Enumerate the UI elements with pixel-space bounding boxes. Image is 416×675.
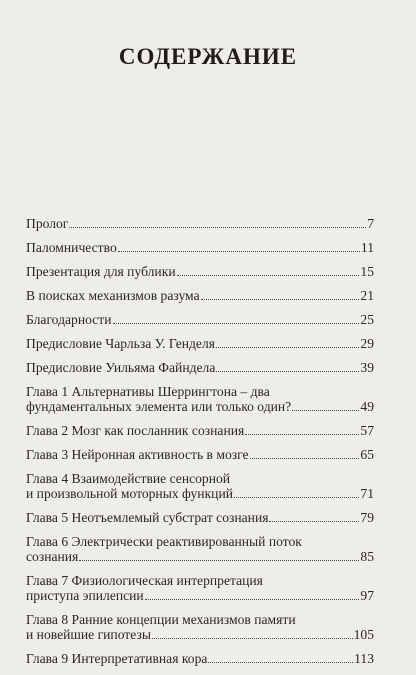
toc-page-number: 39 (360, 360, 374, 375)
toc-entry-title-line1: Глава 1 Альтернативы Шеррингтона – два (26, 384, 270, 399)
toc-entry (26, 573, 374, 604)
dot-leader (216, 371, 359, 372)
toc-entry (26, 240, 374, 256)
toc-entry (26, 384, 374, 415)
toc-entry-title: Глава 5 Неотъемлемый субстрат сознания (26, 510, 269, 525)
toc-entry-title-line1: Глава 7 Физиологическая интерпретация (26, 573, 263, 588)
toc-entry (26, 510, 374, 526)
toc-page-number: 105 (353, 627, 374, 642)
toc-entry (26, 423, 374, 439)
toc-entry-title: Презентация для публики (26, 264, 176, 279)
toc-entry (26, 534, 374, 565)
toc-page-number: 49 (360, 399, 374, 414)
toc-entry (26, 336, 374, 352)
toc-page-number: 11 (360, 240, 374, 255)
toc-entry (26, 471, 374, 502)
dot-leader (118, 251, 360, 252)
toc-entry-title: Глава 3 Нейронная активность в мозге (26, 447, 249, 462)
toc-page-number: 85 (360, 549, 374, 564)
toc-entry (26, 360, 374, 376)
toc-page-number: 7 (367, 216, 374, 231)
toc-entry-title-line2: приступа эпилепсии (26, 588, 144, 603)
dot-leader (152, 638, 353, 639)
dot-leader (216, 347, 359, 348)
toc-entry-title-line1: Глава 8 Ранние концепции механизмов памяти (26, 612, 296, 627)
toc-page-number: 65 (360, 447, 374, 462)
toc-entry-title: Предисловие Чарльза У. Генделя (26, 336, 215, 351)
toc-entry (26, 312, 374, 328)
dot-leader (245, 434, 359, 435)
toc-entry-title: Предисловие Уильяма Файндела (26, 360, 216, 375)
toc-entry-title: Пролог (26, 216, 69, 231)
dot-leader (69, 227, 366, 228)
toc-entry-title: Благодарности (26, 312, 112, 327)
toc-entry-title: Глава 2 Мозг как посланник сознания (26, 423, 245, 438)
toc-entry-title: Паломничество (26, 240, 117, 255)
toc-entry-title-line1: Глава 6 Электрически реактивированный поток (26, 534, 302, 549)
dot-leader (269, 521, 359, 522)
toc-page-number: 71 (360, 486, 374, 501)
dot-leader (234, 497, 359, 498)
toc-entry-title-line2: сознания (26, 549, 79, 564)
dot-leader (177, 275, 360, 276)
toc-entry-title-line2: и произвольной моторных функций (26, 486, 234, 501)
toc-entry (26, 288, 374, 304)
toc-page-number: 21 (360, 288, 374, 303)
toc-entry (26, 447, 374, 463)
toc-page-number: 79 (360, 510, 374, 525)
toc-page-number: 57 (360, 423, 374, 438)
toc-entry (26, 216, 374, 232)
toc-page-number: 97 (360, 588, 374, 603)
dot-leader (79, 560, 359, 561)
toc-entry-title-line2: и новейшие гипотезы (26, 627, 151, 642)
toc-entry (26, 264, 374, 280)
toc-entry-title-line1: Глава 4 Взаимодействие сенсорной (26, 471, 231, 486)
toc-entry (26, 651, 374, 667)
table-of-contents (26, 216, 374, 675)
dot-leader (208, 662, 353, 663)
toc-page-number: 113 (354, 651, 374, 666)
toc-entry-title-line2: фундаментальных элемента или только один? (26, 399, 292, 414)
dot-leader (292, 410, 359, 411)
toc-page-number: 15 (360, 264, 374, 279)
toc-entry-title: Глава 9 Интерпретативная кора (26, 651, 208, 666)
toc-entry (26, 612, 374, 643)
toc-page-number: 25 (360, 312, 374, 327)
dot-leader (113, 323, 360, 324)
dot-leader (145, 599, 360, 600)
dot-leader (250, 458, 360, 459)
toc-entry-title: В поисках механизмов разума (26, 288, 200, 303)
page-title: СОДЕРЖАНИЕ (118, 44, 298, 69)
dot-leader (201, 299, 360, 300)
toc-page-number: 29 (360, 336, 374, 351)
